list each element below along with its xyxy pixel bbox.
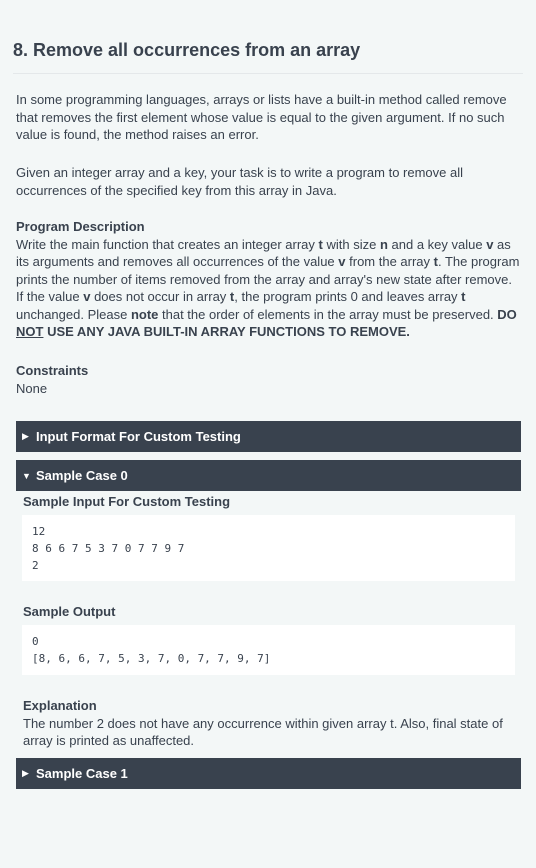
program-description-segment: as its arguments and removes all occurrences of the value xyxy=(16,236,511,269)
intro-paragraph-1: In some programming languages, arrays or lists have a built-in method called remove that removes the first element whose value is equal to the given argument. If no such value is found, the method raises an error. xyxy=(16,92,507,142)
program-description xyxy=(16,218,520,341)
input-format-label: Input Format For Custom Testing xyxy=(36,429,241,444)
program-description-segment: NOT xyxy=(16,324,44,339)
program-description-segment: t xyxy=(433,254,438,269)
explanation-heading: Explanation xyxy=(23,698,97,713)
page-title: 8. Remove all occurrences from an array xyxy=(13,40,361,60)
program-description-segment: v xyxy=(83,289,91,304)
explanation-text: The number 2 does not have any occurrence within given array t. Also, final state of array is printed as unaffected. xyxy=(23,715,503,748)
triangle-down-icon: ▼ xyxy=(22,470,31,481)
sample-input-heading: Sample Input For Custom Testing xyxy=(23,494,231,509)
triangle-right-icon: ▶ xyxy=(22,768,29,778)
sample-output-code: 0 [8, 6, 6, 7, 5, 3, 7, 0, 7, 7, 9, 7] xyxy=(22,625,515,675)
sample-output-heading: Sample Output xyxy=(23,604,116,619)
intro-paragraph-2: Given an integer array and a key, your task is to write a program to remove all occurrences of the specified key from this array in Java. xyxy=(16,165,464,198)
program-description-segment: t xyxy=(461,289,466,304)
title-divider xyxy=(13,73,523,74)
program-description-segment: unchanged. Please xyxy=(16,306,131,322)
constraints-section xyxy=(16,362,516,397)
program-description-segment: t xyxy=(318,236,323,252)
program-description-segment: n xyxy=(379,236,388,252)
program-description-segment: USE ANY JAVA BUILT-IN ARRAY FUNCTIONS TO REMOVE. xyxy=(43,324,410,339)
sample-input-code: 12 8 6 6 7 5 3 7 0 7 7 9 7 2 xyxy=(22,515,515,581)
sample-case-1-label: Sample Case 1 xyxy=(36,766,128,781)
program-description-segment: v xyxy=(338,254,346,269)
sample-case-0-toggle[interactable] xyxy=(16,460,521,491)
program-description-body xyxy=(16,236,520,341)
program-description-segment: v xyxy=(486,236,494,252)
program-description-segment: t xyxy=(229,289,235,304)
constraints-heading: Constraints xyxy=(16,363,89,378)
program-description-segment: note xyxy=(130,306,159,322)
program-description-segment: with size xyxy=(322,236,380,252)
program-description-segment: that the order of elements in the array must be preserved. xyxy=(158,306,498,322)
program-description-segment: Write the main function that creates an integer array xyxy=(16,236,319,252)
program-description-segment: does not occur in array xyxy=(90,289,230,304)
sample-case-0-label: Sample Case 0 xyxy=(36,468,128,483)
program-description-heading: Program Description xyxy=(16,219,145,234)
sample-case-1-toggle[interactable] xyxy=(16,758,521,789)
program-description-segment: and a key value xyxy=(387,236,487,252)
program-description-segment: , the program prints 0 and leaves array xyxy=(234,289,462,304)
program-description-segment: . The program prints the number of items removed from the array and array's new state after remove. If the value xyxy=(16,254,520,304)
program-description-segment: DO xyxy=(497,306,517,322)
constraints-value: None xyxy=(16,380,48,396)
explanation-section xyxy=(23,697,515,750)
input-format-toggle[interactable] xyxy=(16,421,521,452)
triangle-right-icon: ▶ xyxy=(22,431,29,441)
program-description-segment: from the array xyxy=(345,254,434,269)
